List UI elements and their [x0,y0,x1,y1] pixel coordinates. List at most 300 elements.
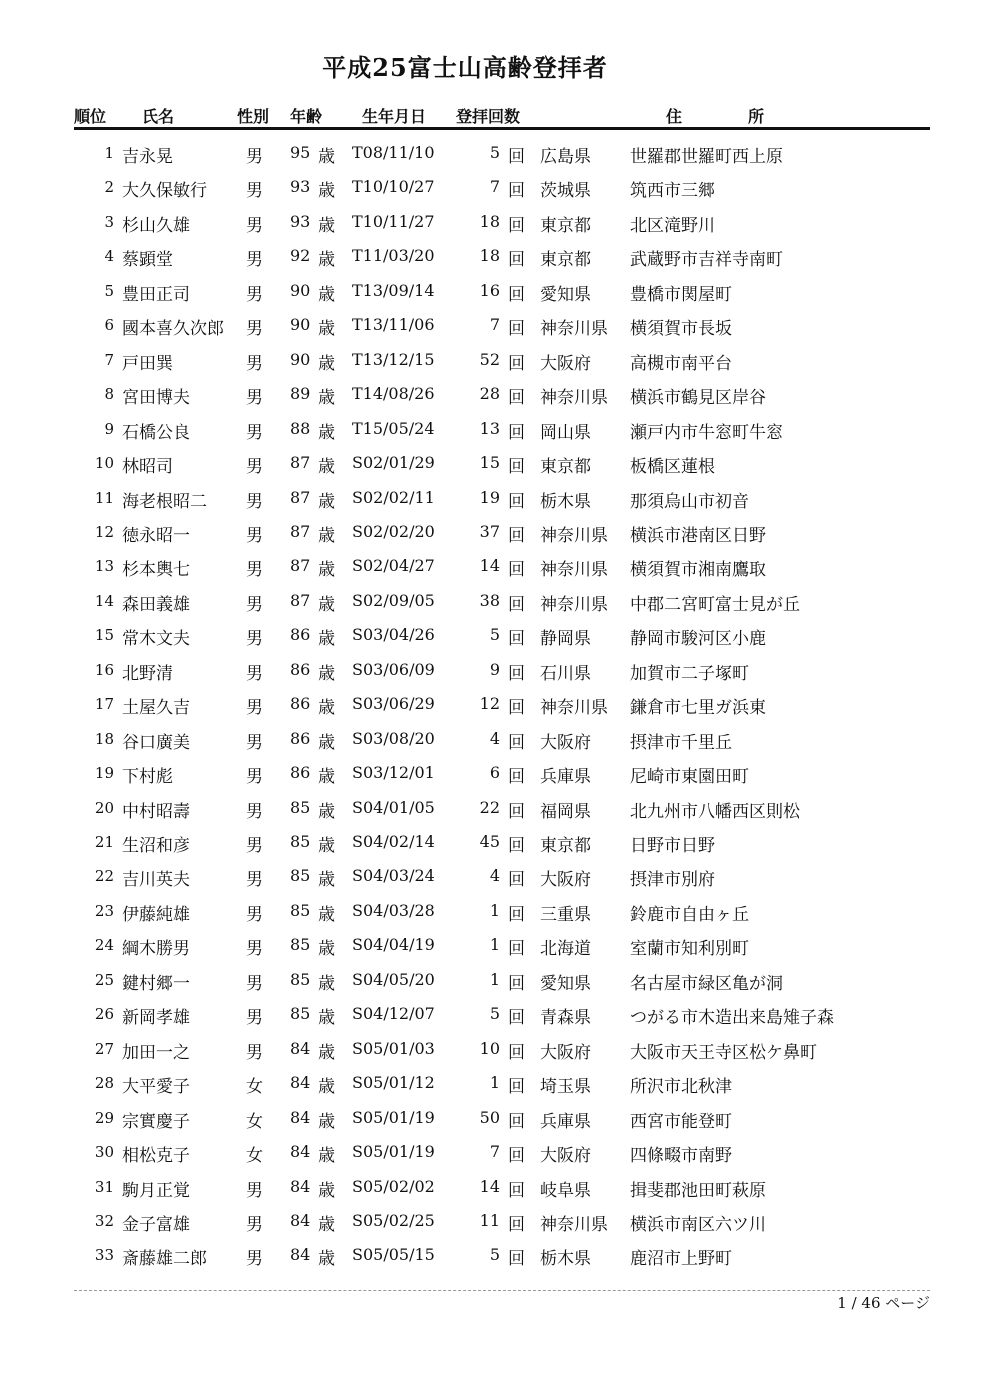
cell-sex: 男 [246,525,263,546]
cell-name: 常木文夫 [122,629,190,650]
header-dob: 生年月日 [362,107,427,126]
cell-prefecture: 栃木県 [540,491,591,512]
cell-count-unit: 回 [508,663,525,684]
page-title: 平成25富士山高齢登拝者 [322,53,608,82]
cell-name: 國本喜久次郎 [122,319,224,340]
cell-address: 摂津市別府 [630,870,715,891]
cell-age-unit: 歳 [318,732,335,753]
cell-sex: 男 [246,491,263,512]
cell-dob: S03/12/01 [352,763,435,783]
cell-sex: 男 [246,767,263,788]
cell-age: 86 [290,694,311,714]
cell-name: 宗實慶子 [122,1111,190,1132]
cell-rank: 32 [94,1211,114,1230]
cell-rank: 1 [104,144,114,162]
cell-name: 斎藤雄二郎 [122,1249,207,1270]
table-row [0,207,988,241]
table-row [0,758,988,792]
cell-rank: 11 [94,488,114,507]
cell-address: 鎌倉市七里ガ浜東 [630,698,766,719]
cell-rank: 7 [104,350,114,369]
cell-address: 横浜市鶴見区岸谷 [630,388,766,409]
cell-age-unit: 歳 [318,319,335,340]
cell-sex: 男 [246,939,263,960]
cell-count-unit: 回 [508,836,525,856]
cell-sex: 男 [246,181,263,202]
cell-name: 北野清 [122,663,173,684]
cell-age-unit: 歳 [318,767,335,788]
cell-age: 89 [290,384,311,404]
cell-rank: 30 [94,1143,114,1162]
cell-age-unit: 歳 [318,525,335,546]
cell-age-unit: 歳 [318,698,335,719]
cell-prefecture: 神奈川県 [540,319,608,340]
cell-count: 4 [489,866,500,886]
cell-dob: T14/08/26 [352,384,435,404]
cell-dob: S03/08/20 [352,728,435,748]
cell-dob: S04/05/20 [352,969,435,989]
cell-age: 87 [290,453,311,473]
cell-count-unit: 回 [508,215,525,236]
cell-sex: 男 [246,698,263,719]
table-row [0,345,988,379]
cell-sex: 女 [246,1146,263,1167]
cell-age: 85 [290,969,311,989]
cell-name: 生沼和彦 [122,836,190,856]
cell-dob: S05/01/19 [352,1107,435,1127]
cell-sex: 男 [246,1180,263,1201]
cell-age: 86 [290,763,311,783]
cell-name: 蔡顕堂 [122,250,173,271]
cell-rank: 19 [94,764,114,783]
cell-name: 大久保敏行 [122,181,207,202]
cell-age-unit: 歳 [318,801,335,822]
cell-name: 豊田正司 [122,284,190,305]
cell-address: 板橋区蓮根 [630,457,715,478]
cell-sex: 男 [246,147,263,167]
cell-count-unit: 回 [508,525,525,546]
cell-name: 新岡孝雄 [122,1008,190,1029]
cell-age: 92 [290,246,311,266]
table-row [0,724,988,758]
cell-dob: S05/01/12 [352,1073,435,1093]
cell-age-unit: 歳 [318,388,335,409]
cell-count: 14 [479,1176,500,1196]
cell-dob: S04/01/05 [352,797,435,817]
cell-name: 戸田巽 [122,353,173,374]
cell-address: 室蘭市知利別町 [630,939,749,960]
table-row [0,1068,988,1102]
cell-count-unit: 回 [508,284,525,305]
cell-count: 11 [479,1210,500,1230]
cell-dob: S04/04/19 [352,935,435,955]
cell-prefecture: 東京都 [540,457,591,478]
cell-age: 84 [290,1142,311,1162]
cell-rank: 23 [94,901,114,920]
cell-prefecture: 神奈川県 [540,1214,608,1235]
cell-age: 87 [290,590,311,610]
cell-count: 1 [489,969,500,989]
table-row [0,827,988,861]
cell-age-unit: 歳 [318,594,335,615]
cell-age: 90 [290,349,311,369]
cell-age-unit: 歳 [318,836,335,856]
cell-dob: T11/03/20 [352,246,435,266]
cell-count-unit: 回 [508,1180,525,1201]
cell-prefecture: 神奈川県 [540,560,608,581]
cell-address: 静岡市駿河区小鹿 [630,629,766,650]
cell-count-unit: 回 [508,629,525,650]
cell-count-unit: 回 [508,353,525,374]
cell-rank: 12 [94,522,114,541]
cell-address: 所沢市北秋津 [630,1077,732,1098]
header-count: 登拝回数 [456,107,521,126]
cell-count-unit: 回 [508,1077,525,1098]
cell-age-unit: 歳 [318,1214,335,1235]
cell-address: 横須賀市長坂 [630,319,732,340]
cell-dob: T10/11/27 [352,211,435,231]
cell-count: 38 [479,590,500,610]
cell-age-unit: 歳 [318,1077,335,1098]
cell-age: 85 [290,900,311,920]
header-rank: 順位 [74,107,107,126]
cell-name: 徳永昭一 [122,525,190,546]
cell-age-unit: 歳 [318,215,335,236]
table-row [0,1240,988,1274]
table-row [0,965,988,999]
table-row [0,551,988,585]
cell-dob: S05/01/03 [352,1038,435,1058]
cell-name: 鍵村郷一 [122,973,190,994]
cell-count: 14 [479,556,500,576]
table-row [0,999,988,1033]
cell-prefecture: 東京都 [540,215,591,236]
cell-name: 金子富雄 [122,1214,190,1235]
cell-dob: T13/11/06 [352,315,435,335]
cell-rank: 9 [104,419,114,438]
cell-dob: S02/02/11 [352,487,435,507]
cell-sex: 男 [246,904,263,925]
cell-name: 下村彪 [122,767,173,788]
cell-age: 85 [290,797,311,817]
cell-count-unit: 回 [508,767,525,788]
cell-age-unit: 歳 [318,1111,335,1132]
cell-count-unit: 回 [508,1042,525,1063]
cell-dob: S04/03/28 [352,900,435,920]
cell-rank: 33 [94,1246,114,1265]
cell-count: 22 [479,797,500,817]
cell-name: 宮田博夫 [122,388,190,409]
cell-prefecture: 兵庫県 [540,767,591,788]
cell-prefecture: 栃木県 [540,1249,591,1270]
cell-address: 大阪市天王寺区松ケ鼻町 [630,1042,817,1063]
cell-count-unit: 回 [508,1214,525,1235]
cell-count-unit: 回 [508,560,525,581]
cell-count: 7 [489,315,500,335]
cell-dob: S03/04/26 [352,625,435,645]
cell-count: 50 [479,1107,500,1127]
cell-rank: 31 [94,1177,114,1196]
table-row [0,896,988,930]
cell-age: 86 [290,659,311,679]
cell-age-unit: 歳 [318,1146,335,1167]
cell-count-unit: 回 [508,457,525,478]
cell-address: 名古屋市緑区亀が洞 [630,973,783,994]
cell-age-unit: 歳 [318,491,335,512]
cell-count-unit: 回 [508,801,525,822]
cell-age: 86 [290,625,311,645]
cell-name: 谷口廣美 [122,732,190,753]
cell-age-unit: 歳 [318,181,335,202]
cell-rank: 24 [94,936,114,955]
cell-prefecture: 神奈川県 [540,594,608,615]
cell-count: 6 [489,763,500,783]
cell-prefecture: 茨城県 [540,181,591,202]
cell-prefecture: 埼玉県 [540,1077,591,1098]
cell-prefecture: 兵庫県 [540,1111,591,1132]
cell-dob: S04/12/07 [352,1004,435,1024]
cell-count-unit: 回 [508,594,525,615]
cell-age: 86 [290,728,311,748]
cell-sex: 男 [246,1214,263,1235]
cell-count: 15 [479,453,500,473]
cell-sex: 男 [246,594,263,615]
cell-prefecture: 大阪府 [540,870,591,891]
table-row [0,1137,988,1171]
cell-age-unit: 歳 [318,870,335,891]
table-row [0,655,988,689]
cell-prefecture: 神奈川県 [540,698,608,719]
cell-age-unit: 歳 [318,560,335,581]
cell-rank: 8 [104,385,114,404]
cell-age-unit: 歳 [318,1180,335,1201]
cell-count-unit: 回 [508,250,525,271]
cell-count: 7 [489,1142,500,1162]
table-row [0,517,988,551]
cell-prefecture: 東京都 [540,836,591,856]
cell-address: 加賀市二子塚町 [630,663,749,684]
cell-age: 84 [290,1038,311,1058]
cell-address: 北九州市八幡西区則松 [630,801,800,822]
cell-rank: 22 [94,867,114,886]
cell-rank: 28 [94,1074,114,1093]
cell-count-unit: 回 [508,870,525,891]
cell-count: 1 [489,1073,500,1093]
table-row [0,1206,988,1240]
table-row [0,1172,988,1206]
cell-count-unit: 回 [508,1146,525,1167]
cell-age-unit: 歳 [318,939,335,960]
cell-age: 85 [290,1004,311,1024]
cell-prefecture: 大阪府 [540,732,591,753]
cell-count: 19 [479,487,500,507]
cell-dob: S05/02/25 [352,1210,435,1230]
cell-count-unit: 回 [508,422,525,443]
cell-count: 5 [489,1245,500,1265]
cell-count-unit: 回 [508,181,525,202]
table-row [0,689,988,723]
cell-age-unit: 歳 [318,663,335,684]
cell-prefecture: 三重県 [540,904,591,925]
cell-count: 12 [479,694,500,714]
cell-sex: 男 [246,319,263,340]
cell-dob: S02/04/27 [352,556,435,576]
table-row [0,172,988,206]
cell-sex: 男 [246,250,263,271]
cell-count-unit: 回 [508,698,525,719]
cell-sex: 女 [246,1111,263,1132]
cell-age-unit: 歳 [318,422,335,443]
cell-dob: S05/05/15 [352,1245,435,1265]
cell-count: 1 [489,935,500,955]
cell-dob: S02/01/29 [352,453,435,473]
cell-sex: 男 [246,629,263,650]
cell-rank: 6 [104,316,114,335]
cell-age-unit: 歳 [318,1249,335,1270]
cell-count: 9 [489,659,500,679]
header-name: 氏名 [142,107,175,126]
cell-dob: S04/03/24 [352,866,435,886]
cell-address: 豊橋市関屋町 [630,284,732,305]
cell-count: 5 [489,1004,500,1024]
cell-rank: 2 [104,178,114,197]
cell-name: 綱木勝男 [122,939,190,960]
cell-sex: 男 [246,1249,263,1270]
cell-rank: 13 [94,557,114,576]
cell-count: 13 [479,418,500,438]
cell-count: 18 [479,211,500,231]
cell-count: 16 [479,280,500,300]
table-row [0,861,988,895]
cell-sex: 男 [246,801,263,822]
cell-age-unit: 歳 [318,904,335,925]
cell-rank: 21 [94,833,114,851]
cell-name: 杉山久雄 [122,215,190,236]
cell-count: 37 [479,521,500,541]
cell-rank: 15 [94,626,114,645]
cell-name: 伊藤純雄 [122,904,190,925]
cell-age: 84 [290,1210,311,1230]
table-row [0,483,988,517]
cell-sex: 男 [246,560,263,581]
cell-age: 93 [290,177,311,197]
cell-address: 中郡二宮町富士見が丘 [630,594,800,615]
cell-name: 土屋久吉 [122,698,190,719]
cell-dob: T15/05/24 [352,418,435,438]
cell-age: 85 [290,866,311,886]
cell-prefecture: 大阪府 [540,1146,591,1167]
table-row [0,276,988,310]
cell-name: 林昭司 [122,457,173,478]
cell-name: 相松克子 [122,1146,190,1167]
cell-name: 海老根昭二 [122,491,207,512]
cell-dob: T13/12/15 [352,349,435,369]
cell-sex: 男 [246,422,263,443]
cell-age: 88 [290,418,311,438]
cell-address: 筑西市三郷 [630,181,715,202]
cell-age: 84 [290,1176,311,1196]
cell-age: 87 [290,521,311,541]
cell-count-unit: 回 [508,1249,525,1270]
cell-dob: S02/09/05 [352,590,435,610]
cell-sex: 男 [246,836,263,856]
cell-dob: S05/02/02 [352,1176,435,1196]
header-address-2: 所 [748,107,765,126]
cell-count: 1 [489,900,500,920]
cell-sex: 男 [246,973,263,994]
cell-address: 西宮市能登町 [630,1111,732,1132]
cell-address: 横浜市南区六ツ川 [630,1214,766,1235]
table-row [0,586,988,620]
cell-sex: 男 [246,663,263,684]
cell-rank: 3 [104,212,114,231]
page-number: 1 / 46 ページ [837,1294,930,1312]
cell-age-unit: 歳 [318,284,335,305]
cell-prefecture: 福岡県 [540,801,591,822]
table-row [0,138,988,172]
cell-rank: 16 [94,660,114,679]
cell-dob: S04/02/14 [352,832,435,851]
cell-address: 横浜市港南区日野 [630,525,766,546]
cell-rank: 29 [94,1108,114,1127]
cell-prefecture: 静岡県 [540,629,591,650]
cell-name: 駒月正覚 [122,1180,190,1201]
cell-count: 52 [479,349,500,369]
cell-age: 87 [290,487,311,507]
cell-prefecture: 広島県 [540,147,591,167]
cell-rank: 20 [94,798,114,817]
cell-address: 揖斐郡池田町萩原 [630,1180,766,1201]
cell-sex: 男 [246,388,263,409]
cell-count-unit: 回 [508,1008,525,1029]
cell-address: 武蔵野市吉祥寺南町 [630,250,783,271]
cell-count: 4 [489,728,500,748]
cell-sex: 男 [246,1042,263,1063]
table-row [0,930,988,964]
cell-address: 摂津市千里丘 [630,732,732,753]
cell-address: 那須烏山市初音 [630,491,749,512]
table-row [0,1034,988,1068]
cell-dob: S02/02/20 [352,521,435,541]
cell-address: 瀬戸内市牛窓町牛窓 [630,422,783,443]
table-row [0,310,988,344]
cell-rank: 25 [94,970,114,989]
cell-sex: 男 [246,732,263,753]
cell-age: 93 [290,211,311,231]
cell-sex: 男 [246,215,263,236]
cell-name: 吉川英夫 [122,870,190,891]
cell-address: 鈴鹿市自由ヶ丘 [630,904,749,925]
cell-dob: T13/09/14 [352,280,435,300]
cell-rank: 17 [94,695,114,714]
cell-prefecture: 神奈川県 [540,525,608,546]
cell-name: 吉永晃 [122,147,173,167]
cell-rank: 10 [94,454,114,473]
cell-count: 18 [479,246,500,266]
cell-age-unit: 歳 [318,1042,335,1063]
cell-age: 84 [290,1073,311,1093]
cell-count-unit: 回 [508,1111,525,1132]
cell-age-unit: 歳 [318,457,335,478]
cell-age-unit: 歳 [318,973,335,994]
cell-count-unit: 回 [508,491,525,512]
table-row [0,1103,988,1137]
table-row [0,379,988,413]
table-row [0,241,988,275]
cell-count-unit: 回 [508,973,525,994]
cell-prefecture: 岐阜県 [540,1180,591,1201]
cell-rank: 18 [94,729,114,748]
